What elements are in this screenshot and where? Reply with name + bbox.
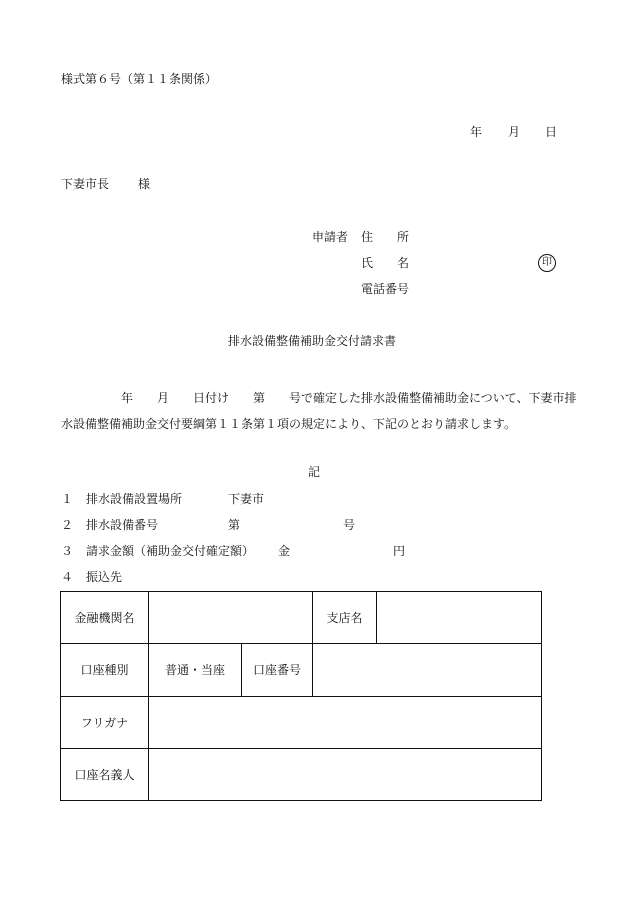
- ki-heading: 記: [308, 465, 321, 479]
- item-2-value: 第: [228, 518, 241, 532]
- item-1-value: 下妻市: [228, 492, 265, 506]
- item-3-suffix: 円: [393, 544, 406, 558]
- furigana-label: フリガナ: [61, 696, 149, 748]
- item-4-label: 振込先: [86, 570, 123, 584]
- phone-label: 電話番号: [361, 282, 410, 296]
- item-3-value: 金: [278, 544, 291, 558]
- date-month: 月: [508, 125, 521, 139]
- branch-name-field[interactable]: [377, 592, 542, 644]
- date-day: 日: [545, 125, 558, 139]
- addressee-name: 下妻市長: [61, 177, 110, 191]
- item-2-suffix: 号: [343, 518, 356, 532]
- item-3-num: ３: [61, 544, 74, 558]
- form-number: 様式第６号（第１１条関係）: [61, 72, 218, 86]
- addressee-honorific: 様: [138, 177, 151, 191]
- item-4-num: ４: [61, 570, 74, 584]
- document-title: 排水設備整備補助金交付請求書: [228, 334, 397, 348]
- name-label: 氏 名: [361, 256, 410, 270]
- account-holder-field[interactable]: [149, 748, 542, 800]
- account-holder-label: 口座名義人: [61, 748, 149, 800]
- account-type-label: 口座種別: [61, 644, 149, 696]
- furigana-field[interactable]: [149, 696, 542, 748]
- address-label: 住 所: [361, 230, 410, 244]
- account-number-label: 口座番号: [242, 644, 313, 696]
- seal-mark: 印: [538, 254, 556, 272]
- bank-name-field[interactable]: [149, 592, 313, 644]
- bank-name-label: 金融機関名: [61, 592, 149, 644]
- account-type-value[interactable]: 普通・当座: [149, 644, 242, 696]
- bank-transfer-table: [60, 591, 542, 801]
- account-number-field[interactable]: [313, 644, 542, 696]
- item-2-label: 排水設備番号: [86, 518, 159, 532]
- body-paragraph: 年 月 日付け 第 号で確定した排水設備整備補助金について、下妻市排水設備整備補助金交付要綱第１１条第１項の規定により、下記のとおり請求します。: [61, 391, 577, 431]
- branch-name-label: 支店名: [313, 592, 377, 644]
- item-3-label: 請求金額（補助金交付確定額）: [86, 544, 255, 558]
- date-year: 年: [470, 125, 483, 139]
- item-1-label: 排水設備設置場所: [86, 492, 183, 506]
- item-2-num: ２: [61, 518, 74, 532]
- item-1-num: １: [61, 492, 74, 506]
- applicant-label: 申請者: [312, 230, 349, 244]
